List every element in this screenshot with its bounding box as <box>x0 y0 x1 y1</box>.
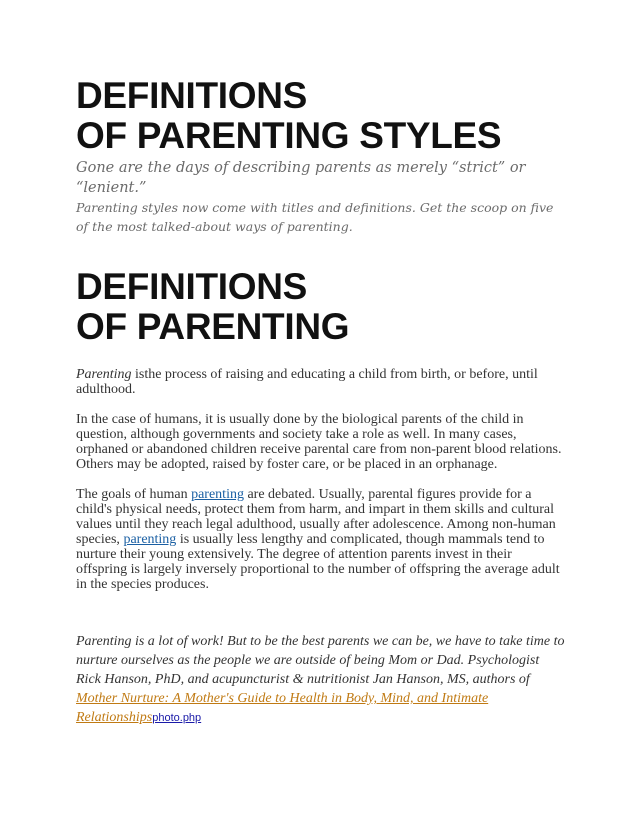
main-heading-line1: DEFINITIONS <box>76 75 308 116</box>
quote-text: Parenting is a lot of work! But to be the best parents we can be, we have to take time to nurture ourselves as the people we are outside of being Mom or Dad. Psychologist Rick Hanson, PhD, and acupuncturist & nutritionist Jan Hanson, MS, authors of <box>76 634 565 687</box>
intro-sub: Parenting styles now come with titles and definitions. Get the scoop on five of the most talked-about ways of parenting. <box>76 200 554 234</box>
parenting-link-2[interactable]: parenting <box>123 532 177 547</box>
document-page <box>76 76 566 728</box>
main-heading-line2: OF PARENTING STYLES <box>76 115 502 156</box>
book-link[interactable]: Mother Nurture: A Mother's Guide to Health in Body, Mind, and Intimate Relationships <box>76 691 489 725</box>
photo-link[interactable]: photo.php <box>152 712 202 724</box>
goals-text-1: The goals of human <box>76 487 192 502</box>
section-heading-line1: DEFINITIONS <box>76 266 308 307</box>
quote-paragraph <box>76 632 566 728</box>
parenting-link-1[interactable]: parenting <box>191 487 244 502</box>
definition-paragraph <box>76 367 566 397</box>
intro-lead: Gone are the days of describing parents as merely “strict” or “lenient.” <box>76 160 526 196</box>
goals-text-3: is usually less lengthy and complicated, though mammals tend to nurture their young extensively. The degree of attention parents invest in their offspring is largely inversely proportional to the number of offspring the average adult in the species produces. <box>76 532 560 592</box>
definition-text: isthe process of raising and educating a child from birth, or before, until adulthood. <box>76 367 538 397</box>
humans-paragraph: In the case of humans, it is usually done by the biological parents of the child in question, although governments and society take a role as well. In many cases, orphaned or abandoned children receive parental care from non-parent blood relations. Others may be adopted, raised by foster care, or be placed in an orphanage. <box>76 412 562 472</box>
intro-text <box>76 158 566 236</box>
definition-term: Parenting <box>76 367 132 382</box>
goals-paragraph <box>76 487 566 592</box>
section-heading-line2: OF PARENTING <box>76 306 350 347</box>
main-heading <box>76 76 566 156</box>
goals-text-2: are debated. Usually, parental figures provide for a child's physical needs, protect them from harm, and impart in them skills and cultural values until they reach legal adulthood, usually after adolescence. Among non-human species, <box>76 487 556 547</box>
section-heading <box>76 267 566 347</box>
